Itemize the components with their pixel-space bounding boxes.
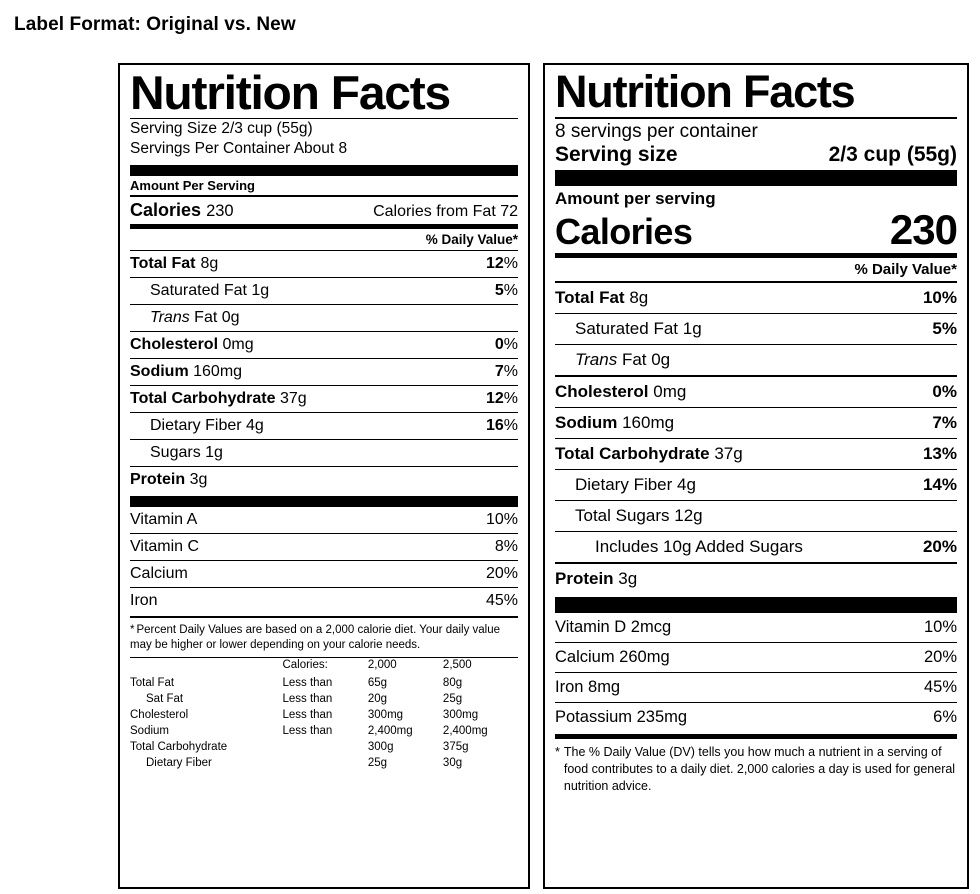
new-nutrient-amount-9: 3g xyxy=(618,568,638,588)
new-vitamin-name-2: Iron 8mg xyxy=(555,677,621,696)
new-serving-size-value: 2/3 cup (55g) xyxy=(828,142,957,166)
table-row xyxy=(130,440,518,466)
new-vitamin-pct-0: 10% xyxy=(923,617,957,636)
original-footnote-text: Percent Daily Values are based on a 2,000 calorie diet. Your daily value may be higher or lower depending on your calorie needs. xyxy=(130,623,501,651)
original-nutrient-pct-5: 12% xyxy=(485,389,518,407)
original-nutrient-name-7: Sugars xyxy=(150,443,201,461)
table-row xyxy=(555,673,957,702)
table-row xyxy=(130,359,518,385)
new-nutrient-pct-3: 0% xyxy=(932,381,957,401)
new-amount-per-serving: Amount per serving xyxy=(555,188,716,208)
original-nutrient-name-3: Cholesterol xyxy=(130,335,219,353)
original-nutrient-name-5: Total Carbohydrate xyxy=(130,389,276,407)
new-calories-row xyxy=(555,205,957,253)
table-row xyxy=(130,413,518,439)
table-row xyxy=(130,278,518,304)
new-nutrient-name-4: Sodium xyxy=(555,412,618,432)
original-vitamin-pct-2: 20% xyxy=(485,564,518,582)
original-nutrient-pct-1: 5% xyxy=(494,281,518,299)
dv-row-2000-0: 65g xyxy=(367,676,388,689)
table-row xyxy=(555,439,957,469)
original-nutrient-pct-0: 12% xyxy=(485,254,518,272)
new-nutrient-amount-3: 0mg xyxy=(653,381,687,401)
dv-row-2500-2: 300mg xyxy=(442,708,479,721)
dv-header-2: 2,000 xyxy=(367,658,397,671)
original-nutrient-pct-3: 0% xyxy=(494,335,518,353)
original-nutrient-name-0: Total Fat xyxy=(130,254,196,272)
original-nutrient-amount-6: 4g xyxy=(246,416,264,434)
original-footnote xyxy=(130,618,518,657)
original-nutrient-amount-3: 0mg xyxy=(222,335,254,353)
page-title: Label Format: Original vs. New xyxy=(14,14,296,35)
original-vitamin-name-3: Iron xyxy=(130,591,158,609)
new-nutrient-name-2: Trans xyxy=(575,349,618,369)
dv-header-3: 2,500 xyxy=(442,658,472,671)
new-servings-per-container: 8 servings per container xyxy=(555,120,758,142)
table-row xyxy=(130,467,518,493)
original-nutrient-amount-0: 8g xyxy=(200,254,219,272)
new-serving-size-label: Serving size xyxy=(555,142,678,166)
table-row xyxy=(130,724,518,740)
table-row xyxy=(555,532,957,562)
new-vitamin-pct-1: 20% xyxy=(923,647,957,666)
dv-row-name-0: Total Fat xyxy=(130,676,175,689)
original-nutrient-amount-2: Fat 0g xyxy=(194,308,240,326)
original-calories-row xyxy=(130,197,518,224)
new-nutrient-amount-0: 8g xyxy=(629,287,649,307)
new-nutrient-pct-1: 5% xyxy=(932,318,957,338)
original-calories-label: Calories xyxy=(130,199,202,220)
original-nutrient-pct-4: 7% xyxy=(494,362,518,380)
original-calories-from-fat: Calories from Fat 72 xyxy=(373,202,518,220)
original-vitamin-name-1: Vitamin C xyxy=(130,537,200,555)
new-nutrient-amount-7: 12g xyxy=(674,505,703,525)
original-nutrient-pct-6: 16% xyxy=(485,416,518,434)
original-nutrition-label xyxy=(118,63,530,889)
table-row xyxy=(130,251,518,277)
footnote-asterisk: * xyxy=(130,623,135,636)
new-nutrient-name-0: Total Fat xyxy=(555,287,625,307)
new-nutrient-pct-5: 13% xyxy=(922,443,957,463)
table-row xyxy=(130,305,518,331)
original-vitamin-name-2: Calcium xyxy=(130,564,188,582)
new-vitamin-pct-3: 6% xyxy=(933,707,957,726)
table-row xyxy=(130,756,518,772)
new-nutrient-amount-6: 4g xyxy=(677,474,696,494)
dv-row-2000-2: 300mg xyxy=(367,708,404,721)
dv-row-2500-0: 80g xyxy=(442,676,463,689)
dv-header-1: Calories: xyxy=(282,658,328,671)
dv-row-name-3: Sodium xyxy=(130,724,169,737)
dv-row-2500-1: 25g xyxy=(442,692,463,705)
dv-row-2500-5: 30g xyxy=(442,756,463,769)
dv-row-qual-1: Less than xyxy=(282,692,333,705)
table-row xyxy=(130,658,518,676)
new-label-title: Nutrition Facts xyxy=(555,66,855,117)
new-daily-value-header: % Daily Value* xyxy=(854,260,957,278)
original-daily-value-header: % Daily Value* xyxy=(425,231,518,247)
dv-row-name-5: Dietary Fiber xyxy=(146,756,212,769)
new-nutrient-amount-1: 1g xyxy=(682,318,702,338)
new-vitamin-name-1: Calcium 260mg xyxy=(555,647,670,666)
original-vitamin-pct-3: 45% xyxy=(485,591,518,609)
table-row xyxy=(555,564,957,594)
original-nutrient-name-4: Sodium xyxy=(130,362,189,380)
table-row xyxy=(130,588,518,614)
new-nutrient-name-1: Saturated Fat xyxy=(575,318,679,338)
new-vitamin-name-0: Vitamin D 2mcg xyxy=(555,617,672,636)
original-nutrient-amount-4: 160mg xyxy=(193,362,243,380)
dv-row-2000-4: 300g xyxy=(367,740,394,753)
original-nutrient-amount-8: 3g xyxy=(189,470,208,488)
original-daily-value-table xyxy=(130,658,518,772)
table-row xyxy=(555,470,957,500)
new-nutrient-amount-5: 37g xyxy=(714,443,743,463)
table-row xyxy=(130,332,518,358)
original-label-title: Nutrition Facts xyxy=(130,66,450,119)
original-nutrient-name-2: Trans xyxy=(150,308,190,326)
dv-row-name-4: Total Carbohydrate xyxy=(130,740,228,753)
new-nutrient-pct-4: 7% xyxy=(932,412,957,432)
dv-row-qual-0: Less than xyxy=(282,676,333,689)
new-serving-size-row xyxy=(555,143,957,170)
table-row xyxy=(555,283,957,313)
original-nutrient-name-8: Protein xyxy=(130,470,186,488)
dv-row-2500-3: 2,400mg xyxy=(442,724,488,737)
dv-row-name-1: Sat Fat xyxy=(146,692,184,705)
original-nutrient-amount-1: 1g xyxy=(251,281,270,299)
new-vitamin-name-3: Potassium 235mg xyxy=(555,707,688,726)
new-calories-value: 230 xyxy=(889,205,957,253)
original-nutrient-amount-5: 37g xyxy=(279,389,307,407)
table-row xyxy=(555,314,957,344)
table-row xyxy=(130,692,518,708)
dv-row-2000-5: 25g xyxy=(367,756,388,769)
table-row xyxy=(555,408,957,438)
table-row xyxy=(555,377,957,407)
dv-row-qual-2: Less than xyxy=(282,708,333,721)
dv-row-2000-1: 20g xyxy=(367,692,388,705)
table-row xyxy=(130,708,518,724)
new-nutrient-pct-6: 14% xyxy=(922,474,957,494)
table-row xyxy=(130,676,518,692)
dv-row-2500-4: 375g xyxy=(442,740,469,753)
table-row xyxy=(130,507,518,533)
footnote-asterisk: * xyxy=(555,744,560,759)
new-nutrient-amount-4: 160mg xyxy=(622,412,675,432)
dv-row-qual-4 xyxy=(282,740,367,756)
original-nutrient-name-1: Saturated Fat xyxy=(150,281,247,299)
new-nutrient-pct-8: 20% xyxy=(922,536,957,556)
original-calories-value: 230 xyxy=(206,201,234,220)
table-row xyxy=(555,345,957,375)
new-nutrient-name-5: Total Carbohydrate xyxy=(555,443,710,463)
original-serving-size: Serving Size 2/3 cup (55g) xyxy=(130,119,313,137)
new-calories-label: Calories xyxy=(555,210,693,252)
dv-row-qual-3: Less than xyxy=(282,724,333,737)
new-nutrient-name-6: Dietary Fiber xyxy=(575,474,673,494)
original-nutrient-name-6: Dietary Fiber xyxy=(150,416,242,434)
new-nutrient-amount-2: Fat 0g xyxy=(621,349,671,369)
dv-row-2000-3: 2,400mg xyxy=(367,724,413,737)
table-row xyxy=(130,740,518,756)
dv-row-name-2: Cholesterol xyxy=(130,708,189,721)
original-servings-per-container: Servings Per Container About 8 xyxy=(130,140,348,158)
dv-header-0 xyxy=(130,658,282,676)
table-row xyxy=(555,613,957,642)
dv-row-qual-5 xyxy=(282,756,367,772)
table-row xyxy=(130,561,518,587)
label-comparison-panels xyxy=(0,60,980,894)
original-vitamin-pct-1: 8% xyxy=(494,537,518,555)
original-vitamin-pct-0: 10% xyxy=(485,510,518,528)
table-row xyxy=(130,534,518,560)
new-vitamin-pct-2: 45% xyxy=(923,677,957,696)
new-nutrient-pct-0: 10% xyxy=(922,287,957,307)
table-row xyxy=(555,643,957,672)
original-amount-per-serving: Amount Per Serving xyxy=(130,177,255,193)
new-nutrient-name-3: Cholesterol xyxy=(555,381,649,401)
table-row xyxy=(555,501,957,531)
new-footnote xyxy=(555,739,957,796)
new-nutrient-name-9: Protein xyxy=(555,568,614,588)
table-row xyxy=(130,386,518,412)
new-nutrient-name-8: Includes 10g Added Sugars xyxy=(595,536,803,556)
new-nutrition-label xyxy=(543,63,969,889)
new-nutrient-name-7: Total Sugars xyxy=(575,505,670,525)
original-vitamin-name-0: Vitamin A xyxy=(130,510,198,528)
new-footnote-text: The % Daily Value (DV) tells you how much a nutrient in a serving of food contributes to a daily diet. 2,000 calories a day is used for general nutrition advice. xyxy=(563,744,956,794)
table-row xyxy=(555,703,957,732)
original-nutrient-amount-7: 1g xyxy=(205,443,223,461)
